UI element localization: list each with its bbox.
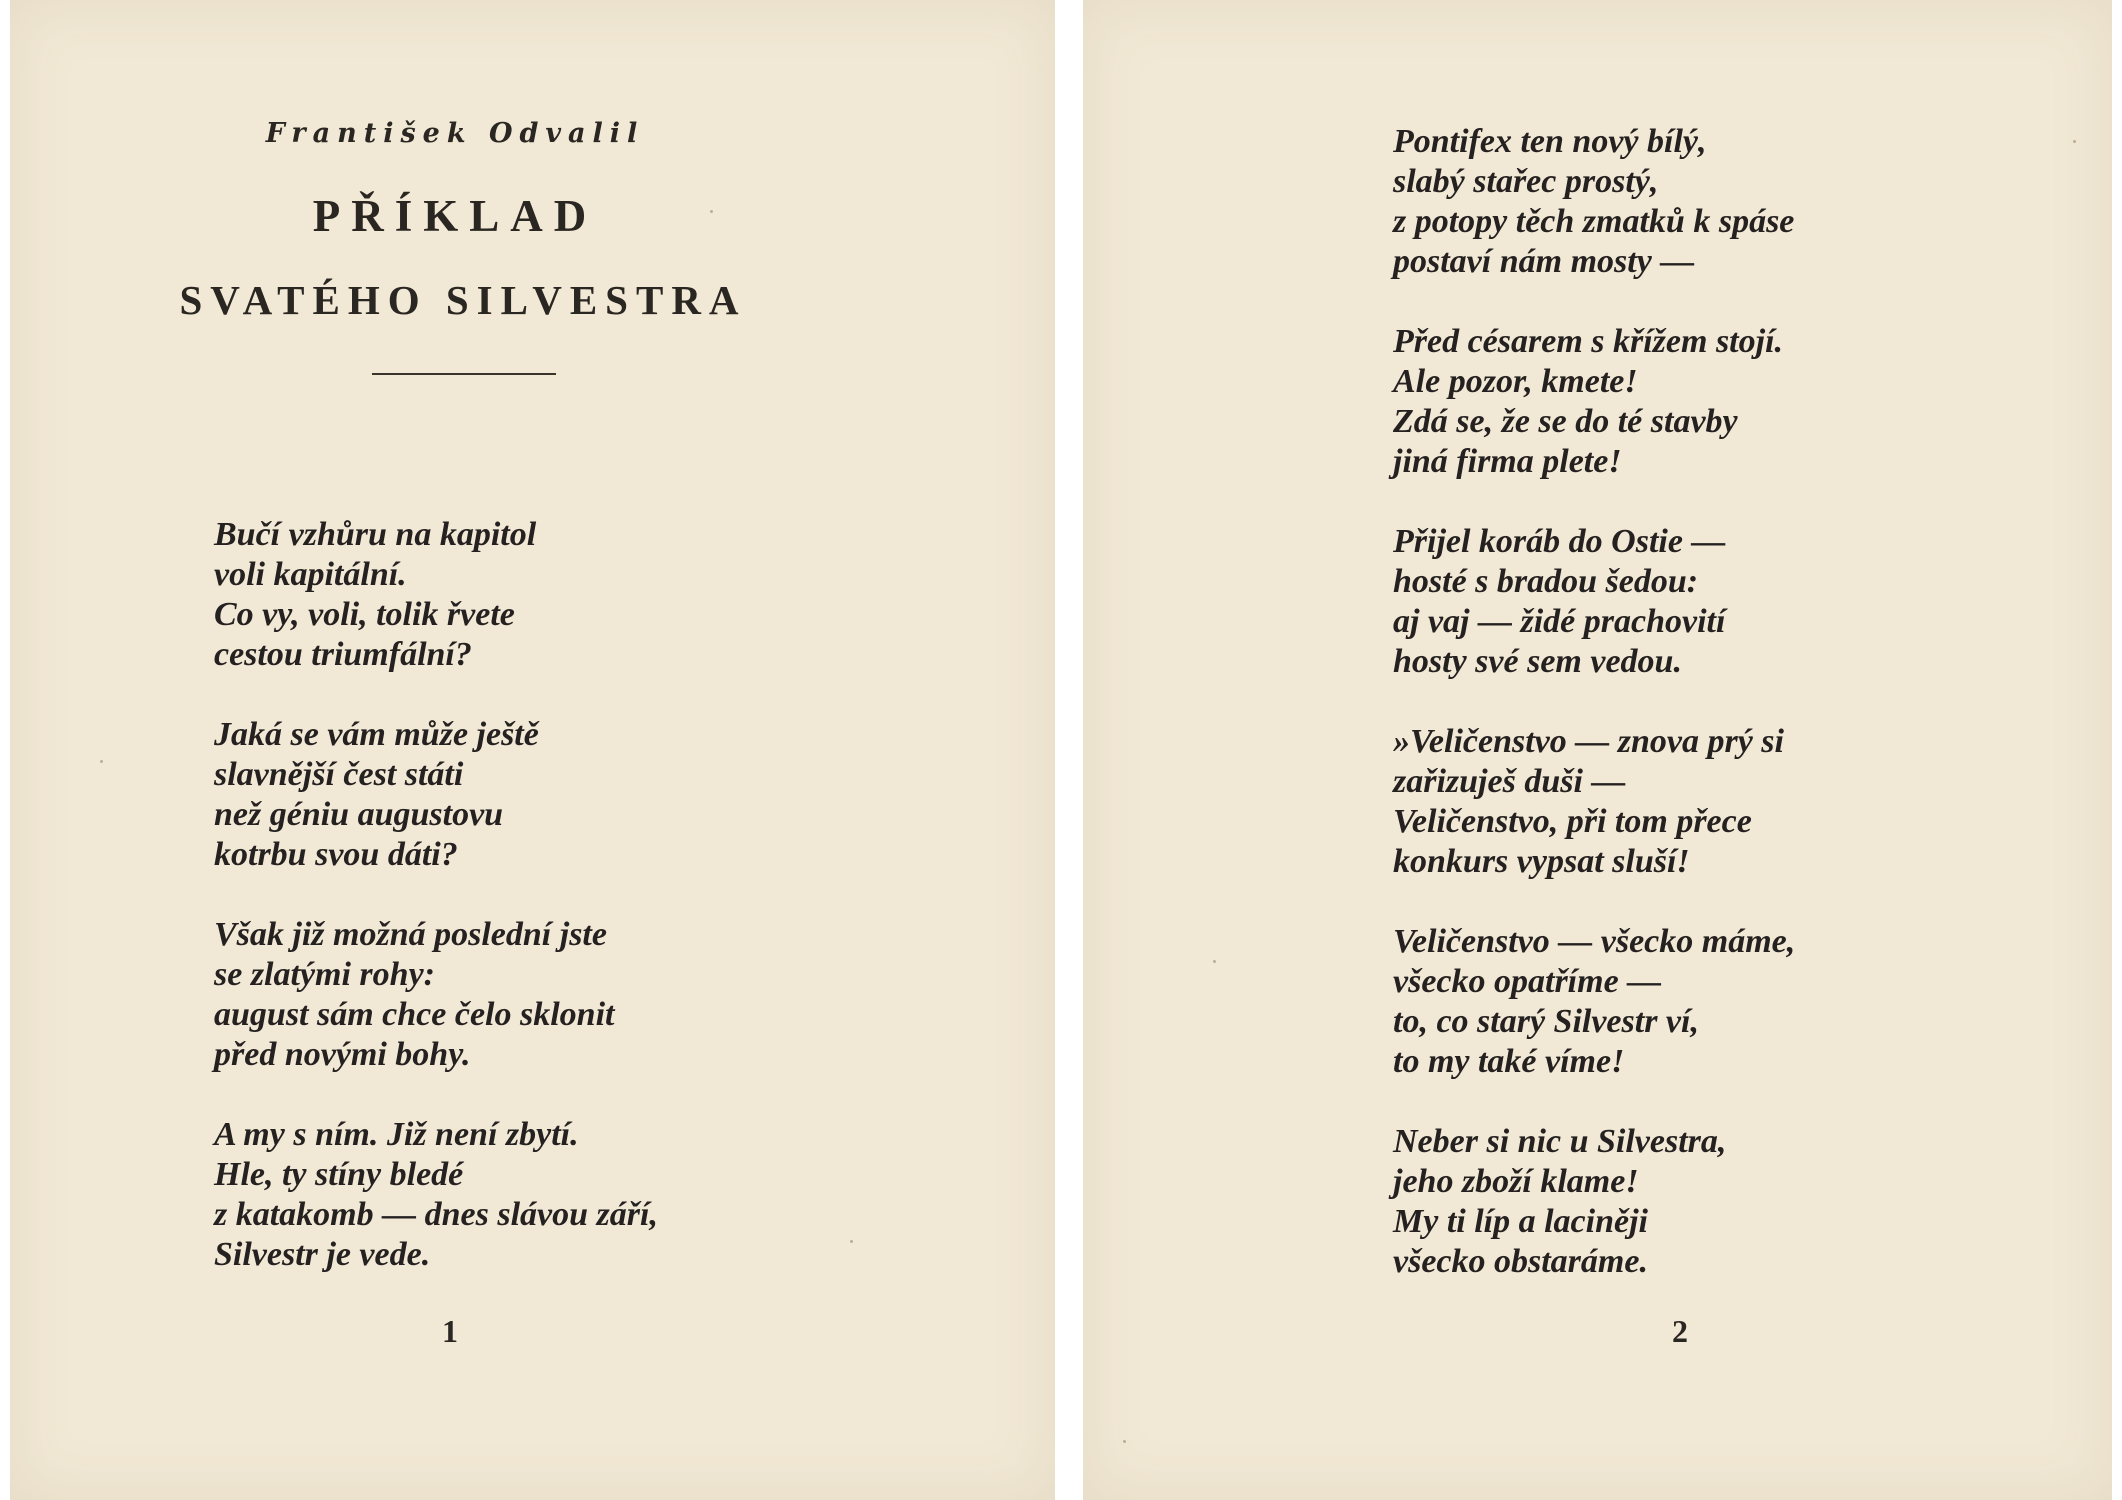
verse-line: »Veličenstvo — znova prý si <box>1393 723 1784 760</box>
stanza <box>1393 522 2053 682</box>
stanza <box>1393 122 2053 282</box>
verse-line: Silvestr je vede. <box>214 1236 431 1273</box>
verse-line: Pontifex ten nový bílý, <box>1393 123 1707 160</box>
verse-line: jeho zboží klame! <box>1393 1163 1639 1200</box>
author-name: František Odvalil <box>265 118 645 149</box>
poem-text-right <box>1393 122 2053 1322</box>
verse-line: Veličenstvo, při tom přece <box>1393 803 1752 840</box>
stanza <box>214 515 814 675</box>
verse-line: zařizuješ duši — <box>1393 763 1626 800</box>
verse-line: před novými bohy. <box>214 1036 471 1073</box>
verse-line: z katakomb — dnes slávou září, <box>214 1196 658 1233</box>
verse-line: postaví nám mosty — <box>1393 243 1695 280</box>
paper-speck <box>2073 140 2076 143</box>
verse-line: Bučí vzhůru na kapitol <box>214 516 537 553</box>
verse-line: všecko obstaráme. <box>1393 1243 1648 1280</box>
verse-line: Před césarem s křížem stojí. <box>1393 323 1784 360</box>
verse-line: slabý stařec prostý, <box>1393 163 1659 200</box>
verse-line: z potopy těch zmatků k spáse <box>1393 203 1795 240</box>
right-page <box>1083 0 2112 1500</box>
verse-line: Přijel koráb do Ostie — <box>1393 523 1726 560</box>
verse-line: to my také víme! <box>1393 1043 1625 1080</box>
stanza <box>214 915 814 1075</box>
poem-title-line-2: SVATÉHO SILVESTRA <box>179 277 747 323</box>
paper-speck <box>100 760 103 763</box>
verse-line: všecko opatříme — <box>1393 963 1662 1000</box>
verse-line: voli kapitální. <box>214 556 407 593</box>
page-number-left: 1 <box>442 1313 458 1349</box>
verse-line: to, co starý Silvestr ví, <box>1393 1003 1699 1040</box>
paper-speck <box>710 210 713 213</box>
stanza <box>1393 1122 2053 1282</box>
verse-line: se zlatými rohy: <box>214 956 435 993</box>
verse-line: slavnější čest státi <box>214 756 464 793</box>
verse-line: aj vaj — židé prachovití <box>1393 603 1726 640</box>
stanza <box>1393 922 2053 1082</box>
verse-line: cestou triumfální? <box>214 636 472 673</box>
stanza <box>1393 722 2053 882</box>
verse-line: hosty své sem vedou. <box>1393 643 1682 680</box>
paper-speck <box>850 1240 853 1243</box>
verse-line: jiná firma plete! <box>1393 443 1622 480</box>
verse-line: hosté s bradou šedou: <box>1393 563 1699 600</box>
stanza <box>214 1115 814 1275</box>
title-rule <box>372 373 556 375</box>
verse-line: august sám chce čelo sklonit <box>214 996 615 1033</box>
left-page <box>10 0 1055 1500</box>
verse-line: Neber si nic u Silvestra, <box>1393 1123 1727 1160</box>
verse-line: Zdá se, že se do té stavby <box>1393 403 1738 440</box>
verse-line: My ti líp a laciněji <box>1393 1203 1648 1240</box>
poem-text-left <box>214 515 814 1315</box>
verse-line: A my s ním. Již není zbytí. <box>214 1116 579 1153</box>
page-number-right: 2 <box>1672 1313 1688 1349</box>
verse-line: Ale pozor, kmete! <box>1393 363 1638 400</box>
verse-line: Veličenstvo — všecko máme, <box>1393 923 1796 960</box>
verse-line: Hle, ty stíny bledé <box>214 1156 464 1193</box>
verse-line: Co vy, voli, tolik řvete <box>214 596 515 633</box>
stanza <box>214 715 814 875</box>
poem-title-line-1: PŘÍKLAD <box>312 191 598 241</box>
verse-line: než géniu augustovu <box>214 796 504 833</box>
paper-speck <box>1213 960 1216 963</box>
verse-line: konkurs vypsat sluší! <box>1393 843 1690 880</box>
verse-line: Jaká se vám může ještě <box>214 716 539 753</box>
stanza <box>1393 322 2053 482</box>
paper-speck <box>1123 1440 1126 1443</box>
verse-line: kotrbu svou dáti? <box>214 836 458 873</box>
verse-line: Však již možná poslední jste <box>214 916 607 953</box>
